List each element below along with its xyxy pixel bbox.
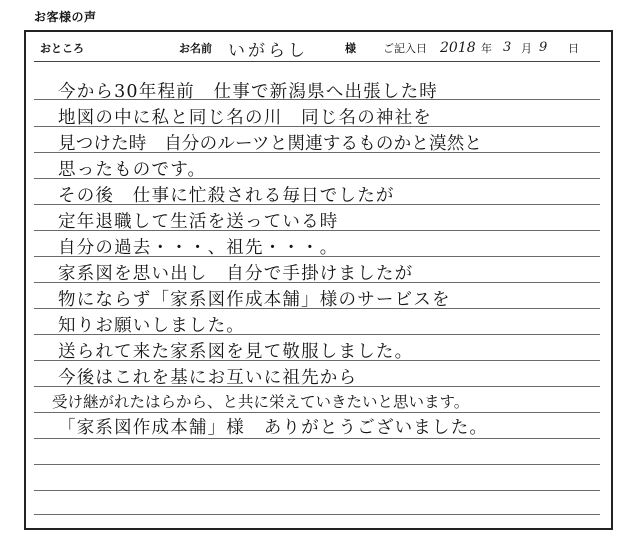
honorific-label: 様 (345, 42, 356, 55)
body-line: 物にならず「家系図作成本舗」様のサービスを (58, 290, 451, 310)
ruled-line (34, 464, 600, 465)
ruled-line (34, 514, 600, 515)
body-line: 家系図を思い出し 自分で手掛けましたが (58, 264, 414, 284)
body-line: 地図の中に私と同じ名の川 同じ名の神社を (58, 108, 432, 128)
ruled-line (34, 412, 600, 413)
ruled-line (34, 490, 600, 491)
body-line: その後 仕事に忙殺される毎日でしたが (58, 186, 395, 206)
body-line: 思ったものです。 (58, 160, 207, 180)
body-line: 見つけた時 自分のルーツと関連するものかと漠然と (58, 134, 483, 154)
body-line: 受け継がれたはらから、と共に栄えていきたいと思います。 (52, 393, 470, 411)
day-label: 日 (568, 42, 579, 55)
year-value: 2018 (440, 40, 476, 56)
name-label: お名前 (179, 42, 212, 55)
body-line: 知りお願いしました。 (58, 316, 245, 336)
address-label: おところ (40, 42, 84, 55)
form-title: お客様の声 (34, 10, 97, 24)
month-label: 月 (521, 42, 532, 55)
body-line: 「家系図作成本舗」様 ありがとうございました。 (58, 418, 489, 438)
year-label: 年 (481, 42, 492, 55)
day-value: 9 (539, 40, 548, 55)
month-value: 3 (503, 40, 512, 55)
body-line: 今後はこれを基にお互いに祖先から (58, 368, 358, 388)
body-line: 定年退職して生活を送っている時 (58, 212, 339, 232)
header-divider (34, 61, 600, 62)
body-line: 今から30年程前 仕事で新潟県へ出張した時 (58, 82, 438, 102)
body-line: 自分の過去・・・、祖先・・・。 (58, 238, 339, 258)
body-line: 送られて来た家系図を見て敬服しました。 (58, 342, 414, 362)
date-label: ご記入日 (383, 42, 427, 55)
name-value: いがらし (228, 41, 308, 61)
